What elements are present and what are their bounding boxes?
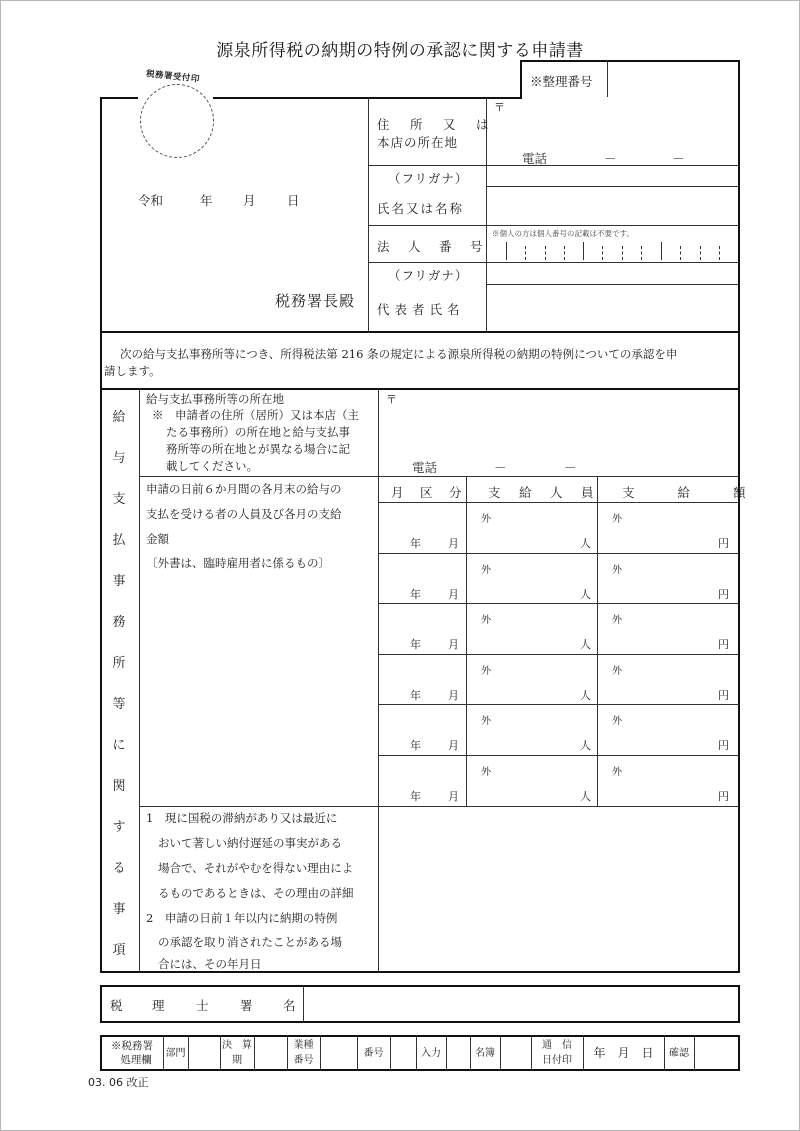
rep-furigana-field[interactable]: [488, 264, 736, 283]
postal-mark: 〒: [494, 101, 505, 114]
vertical-char: る: [112, 861, 126, 876]
row-people-unit: 人: [580, 790, 591, 803]
row-people-field[interactable]: [470, 726, 576, 752]
digit-separator: [583, 242, 584, 260]
office-phone-label: 電話: [412, 460, 438, 475]
date-day: 日: [287, 193, 300, 208]
notes-line-1: 1 現に国税の滞納があり又は最近に: [146, 811, 338, 825]
row-month-field[interactable]: [382, 557, 462, 583]
row-month-label: 月: [448, 638, 459, 652]
date-month: 月: [243, 193, 256, 208]
phone-dash-2: －: [672, 151, 685, 166]
payroll-label-4: 〔外書は、臨時雇用者に係るもの〕: [146, 556, 330, 570]
tax-accountant-char-5: 名: [283, 998, 296, 1013]
row-people-outside-label: 外: [481, 767, 491, 778]
row-month-label: 月: [448, 739, 459, 753]
office-use-cell-label: 確認: [669, 1048, 689, 1059]
row-month-label: 月: [448, 790, 459, 803]
tax-accountant-char-2: 理: [152, 998, 165, 1013]
office-phone-dash-2: －: [564, 460, 577, 475]
row-month-label: 月: [448, 587, 459, 601]
row-amount-field[interactable]: [601, 625, 715, 651]
stamp-label: 税務署受付印: [145, 69, 201, 85]
row-divider: [378, 755, 739, 756]
row-year-label: 年: [410, 537, 421, 550]
office-use-cell-label: 業種: [293, 1040, 314, 1051]
notes-line-2: おいて著しい納付遅延の事実がある: [158, 836, 342, 850]
payroll-label-1: 申請の日前６か月間の各月末の給与の: [146, 482, 342, 496]
phone-label: 電話: [522, 151, 548, 166]
row-people-field[interactable]: [470, 676, 576, 702]
row-people-outside-label: 外: [481, 665, 491, 677]
office-use-cell-label: 日付印: [542, 1055, 572, 1066]
row-divider: [378, 553, 739, 554]
date-year: 年: [200, 193, 213, 208]
vertical-char: 給: [112, 410, 126, 425]
rep-name-field[interactable]: [488, 286, 736, 330]
row-people-unit: 人: [580, 638, 591, 652]
digit-separator: [661, 242, 662, 260]
address-field[interactable]: [490, 112, 734, 144]
vertical-char: 務: [112, 615, 126, 630]
office-use-cell-label: 通 信: [542, 1040, 572, 1051]
row-divider: [378, 704, 739, 705]
vertical-char: 与: [112, 451, 126, 466]
office-address-field[interactable]: [384, 404, 734, 454]
vertical-char: 所: [112, 656, 126, 671]
row-amount-outside-label: 外: [612, 615, 622, 627]
digit-separator: [545, 246, 546, 260]
table-header-people: 支 給 人 員: [488, 485, 597, 500]
office-location-note-2: たる事務所）の所在地と給与支払事: [166, 425, 350, 439]
office-use-divider: [254, 1037, 255, 1069]
name-label: 氏名又は名称: [377, 201, 465, 216]
row-amount-unit: 円: [718, 638, 729, 652]
office-use-cell-label: 決 算: [222, 1040, 252, 1051]
corporate-number-note: ※個人の方は個人番号の記載は不要です。: [492, 229, 634, 238]
office-use-cell-label: 入力: [421, 1048, 441, 1059]
row-month-field[interactable]: [382, 607, 462, 633]
vertical-char: 等: [112, 697, 126, 712]
date-era: 令和: [138, 193, 164, 208]
notes-field[interactable]: [382, 810, 734, 968]
furigana-label: （フリガナ）: [388, 171, 469, 186]
row-people-outside-label: 外: [481, 564, 491, 576]
row-month-field[interactable]: [382, 506, 462, 532]
digit-separator: [602, 246, 603, 260]
row-month-label: 月: [448, 537, 459, 550]
row-month-field[interactable]: [382, 708, 462, 734]
row-people-unit: 人: [580, 587, 591, 601]
row-year-label: 年: [410, 638, 421, 652]
rep-furigana-label: （フリガナ）: [388, 268, 469, 283]
row-people-outside-label: 外: [481, 514, 491, 525]
statement-line2: 請します。: [104, 364, 161, 378]
row-year-label: 年: [410, 688, 421, 702]
row-amount-field[interactable]: [601, 524, 715, 550]
row-people-field[interactable]: [470, 625, 576, 651]
row-year-label: 年: [410, 587, 421, 601]
row-amount-outside-label: 外: [612, 665, 622, 677]
office-location-note-4: 載してください。: [166, 459, 258, 473]
payroll-label-3: 金額: [146, 532, 169, 546]
name-field[interactable]: [488, 188, 736, 224]
row-people-unit: 人: [580, 537, 591, 550]
row-divider: [378, 654, 739, 655]
row-year-label: 年: [410, 739, 421, 753]
office-use-divider: [188, 1037, 189, 1069]
vertical-char: 事: [112, 902, 126, 917]
tax-accountant-char-1: 税: [110, 998, 123, 1013]
row-amount-outside-label: 外: [612, 514, 622, 525]
addressee: 税務署長殿: [275, 292, 356, 310]
office-use-divider: [446, 1037, 447, 1069]
tax-accountant-signature-field[interactable]: [306, 988, 736, 1020]
vertical-char: 支: [112, 492, 126, 507]
office-use-divider: [694, 1037, 695, 1069]
office-location-note-1: ※ 申請者の住所（居所）又は本店（主: [152, 408, 359, 422]
rep-name-label: 代表者氏名: [377, 302, 465, 317]
corporate-number-field[interactable]: [490, 238, 734, 261]
row-amount-field[interactable]: [601, 575, 715, 601]
row-amount-outside-label: 外: [612, 716, 622, 728]
office-phone-dash-1: －: [494, 460, 507, 475]
digit-separator: [641, 246, 642, 260]
row-people-outside-label: 外: [481, 615, 491, 627]
office-use-cell-label: 番号: [363, 1048, 384, 1059]
reference-number-label: ※整理番号: [530, 74, 593, 89]
table-header-month: 月 区 分: [391, 485, 464, 500]
office-use-divider: [500, 1037, 501, 1069]
notes-line-7: 合には、その年月日: [158, 957, 262, 971]
office-use-divider: [320, 1037, 321, 1069]
digit-separator: [525, 246, 526, 260]
vertical-char: 払: [112, 533, 126, 548]
row-amount-field[interactable]: [601, 777, 715, 803]
row-amount-unit: 円: [718, 790, 729, 803]
row-amount-unit: 円: [718, 537, 729, 550]
office-use-divider: [390, 1037, 391, 1069]
document-title: 源泉所得税の納期の特例の承認に関する申請書: [216, 41, 584, 61]
office-use-cell-label: 期: [232, 1055, 242, 1066]
digit-separator: [506, 242, 507, 260]
reference-number-field[interactable]: [610, 63, 736, 96]
row-amount-unit: 円: [718, 739, 729, 753]
payroll-label-2: 支払を受ける者の人員及び各月の支給: [146, 507, 342, 521]
vertical-char: 事: [112, 574, 126, 589]
row-month-field[interactable]: [382, 658, 462, 684]
office-use-label-1: ※税務署: [111, 1040, 153, 1052]
furigana-field[interactable]: [488, 167, 736, 185]
row-people-field[interactable]: [470, 777, 576, 803]
revision-note: 03. 06 改正: [88, 1076, 149, 1089]
row-divider: [378, 603, 739, 604]
row-amount-outside-label: 外: [612, 564, 622, 576]
vertical-char: に: [112, 738, 126, 753]
office-use-cell-label: 名簿: [475, 1048, 495, 1059]
corporate-number-label: 法 人 番 号: [377, 239, 486, 254]
notes-line-6: の承認を取り消されたことがある場: [158, 935, 342, 949]
office-location-note-3: 務所等の所在地とが異なる場合に記: [166, 442, 350, 456]
row-year-label: 年: [410, 790, 421, 803]
address-label-line2: 本店の所在地: [377, 135, 459, 150]
row-people-unit: 人: [580, 688, 591, 702]
office-use-cell-label: 部門: [165, 1048, 186, 1059]
row-people-unit: 人: [580, 739, 591, 753]
row-people-outside-label: 外: [481, 716, 491, 728]
tax-accountant-char-4: 署: [240, 998, 253, 1013]
office-use-cell-label: 年 月 日: [593, 1046, 654, 1060]
statement-line1: 次の給与支払事務所等につき、所得税法第 216 条の規定による源泉所得税の納期の特例についての承認を申: [120, 347, 678, 361]
row-amount-outside-label: 外: [612, 767, 622, 778]
notes-line-4: るものであるときは、その理由の詳細: [158, 886, 354, 900]
reception-stamp-circle: [140, 84, 214, 158]
phone-dash-1: －: [604, 151, 617, 166]
digit-separator: [622, 246, 623, 260]
row-amount-field[interactable]: [601, 676, 715, 702]
digit-separator: [700, 246, 701, 260]
row-month-label: 月: [448, 688, 459, 702]
row-amount-unit: 円: [718, 587, 729, 601]
notes-line-5: 2 申請の日前１年以内に納期の特例: [146, 911, 338, 925]
notes-line-3: 場合で、それがやむを得ない理由によ: [158, 861, 354, 875]
address-label-line1: 住 所 又 は: [377, 117, 493, 132]
row-amount-unit: 円: [718, 688, 729, 702]
digit-separator: [719, 246, 720, 260]
digit-separator: [564, 246, 565, 260]
office-use-cell-label: 番号: [293, 1055, 314, 1066]
row-month-field[interactable]: [382, 759, 462, 785]
tax-accountant-char-3: 士: [196, 998, 209, 1013]
vertical-char: 関: [112, 779, 126, 794]
office-location-label: 給与支払事務所等の所在地: [146, 392, 284, 406]
vertical-char: 項: [112, 943, 126, 958]
digit-separator: [680, 246, 681, 260]
row-amount-field[interactable]: [601, 726, 715, 752]
office-section-vertical-label: [100, 392, 138, 972]
office-postal-mark: 〒: [386, 393, 397, 406]
office-use-label-2: 処理欄: [120, 1054, 152, 1066]
table-header-amount: 支 給 額: [622, 485, 752, 500]
vertical-char: す: [112, 820, 126, 835]
row-people-field[interactable]: [470, 524, 576, 550]
row-people-field[interactable]: [470, 575, 576, 601]
